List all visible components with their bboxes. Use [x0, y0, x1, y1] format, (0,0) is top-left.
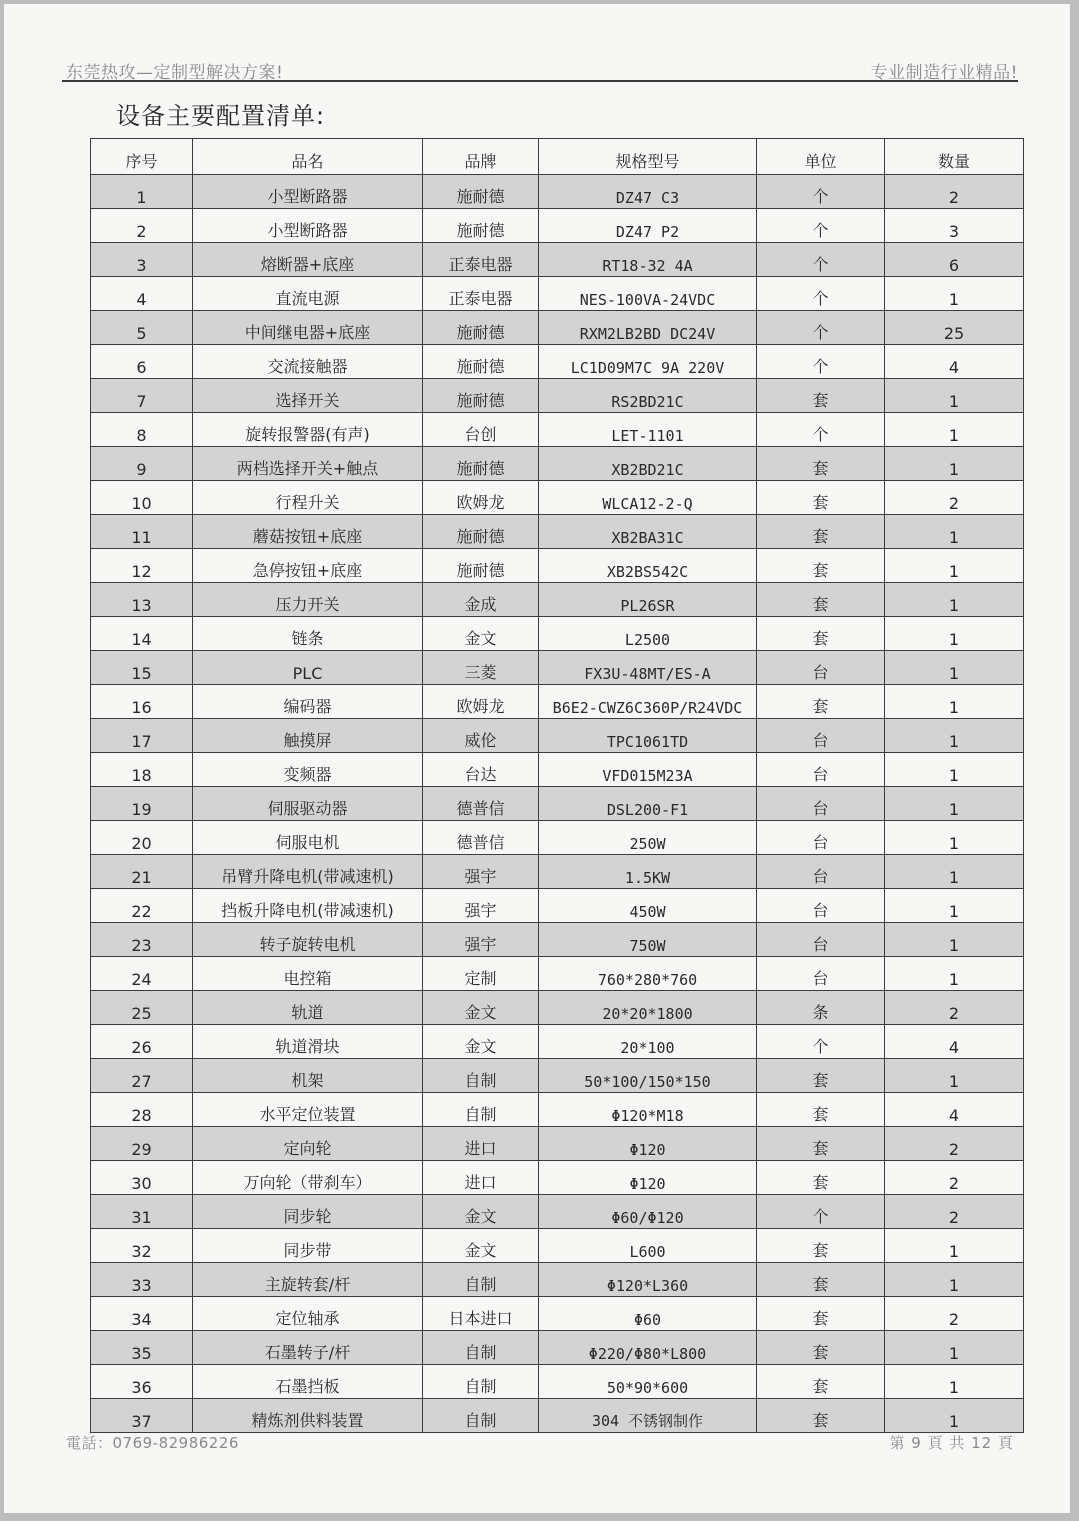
- table-row: [91, 719, 1024, 753]
- cell-unit: 套: [757, 1399, 885, 1433]
- table-row: [91, 583, 1024, 617]
- cell-unit: 套: [757, 1297, 885, 1331]
- cell-model: VFD015M23A: [539, 753, 757, 787]
- table-row: [91, 549, 1024, 583]
- cell-quantity: 2: [885, 1127, 1024, 1161]
- cell-quantity: 1: [885, 651, 1024, 685]
- cell-model: NES-100VA-24VDC: [539, 277, 757, 311]
- table-row: [91, 1127, 1024, 1161]
- cell-unit: 个: [757, 1025, 885, 1059]
- cell-name: 主旋转套/杆: [193, 1263, 423, 1297]
- cell-index: 22: [91, 889, 193, 923]
- cell-name: 同步轮: [193, 1195, 423, 1229]
- cell-brand: 金文: [423, 1025, 539, 1059]
- table-row: [91, 651, 1024, 685]
- cell-unit: 套: [757, 1127, 885, 1161]
- table-row: [91, 685, 1024, 719]
- cell-unit: 套: [757, 1365, 885, 1399]
- cell-unit: 个: [757, 311, 885, 345]
- cell-index: 11: [91, 515, 193, 549]
- column-header-brand: 品牌: [423, 139, 539, 175]
- cell-index: 10: [91, 481, 193, 515]
- cell-quantity: 3: [885, 209, 1024, 243]
- cell-quantity: 2: [885, 1161, 1024, 1195]
- cell-brand: 正泰电器: [423, 277, 539, 311]
- cell-brand: 日本进口: [423, 1297, 539, 1331]
- cell-brand: 德普信: [423, 821, 539, 855]
- cell-index: 27: [91, 1059, 193, 1093]
- cell-index: 24: [91, 957, 193, 991]
- cell-name: 石墨转子/杆: [193, 1331, 423, 1365]
- cell-index: 25: [91, 991, 193, 1025]
- cell-model: Φ60/Φ120: [539, 1195, 757, 1229]
- cell-quantity: 1: [885, 753, 1024, 787]
- cell-brand: 进口: [423, 1161, 539, 1195]
- cell-model: B6E2-CWZ6C360P/R24VDC: [539, 685, 757, 719]
- cell-model: Φ120: [539, 1127, 757, 1161]
- cell-model: TPC1061TD: [539, 719, 757, 753]
- cell-quantity: 1: [885, 1365, 1024, 1399]
- cell-quantity: 25: [885, 311, 1024, 345]
- table-row: [91, 991, 1024, 1025]
- cell-quantity: 1: [885, 1059, 1024, 1093]
- cell-index: 32: [91, 1229, 193, 1263]
- cell-unit: 套: [757, 549, 885, 583]
- cell-unit: 个: [757, 175, 885, 209]
- cell-index: 18: [91, 753, 193, 787]
- cell-index: 12: [91, 549, 193, 583]
- cell-quantity: 2: [885, 1297, 1024, 1331]
- cell-brand: 施耐德: [423, 345, 539, 379]
- table-row: [91, 447, 1024, 481]
- table-row: [91, 1263, 1024, 1297]
- table-row: [91, 243, 1024, 277]
- table-row: [91, 481, 1024, 515]
- cell-name: 编码器: [193, 685, 423, 719]
- cell-brand: 施耐德: [423, 379, 539, 413]
- cell-quantity: 1: [885, 447, 1024, 481]
- cell-name: 伺服驱动器: [193, 787, 423, 821]
- cell-name: 选择开关: [193, 379, 423, 413]
- cell-brand: 施耐德: [423, 447, 539, 481]
- cell-quantity: 1: [885, 1399, 1024, 1433]
- cell-model: XB2BA31C: [539, 515, 757, 549]
- cell-brand: 自制: [423, 1059, 539, 1093]
- cell-index: 29: [91, 1127, 193, 1161]
- cell-name: 熔断器+底座: [193, 243, 423, 277]
- cell-model: Φ120: [539, 1161, 757, 1195]
- table-row: [91, 379, 1024, 413]
- cell-index: 35: [91, 1331, 193, 1365]
- cell-index: 23: [91, 923, 193, 957]
- cell-unit: 个: [757, 413, 885, 447]
- table-row: [91, 1093, 1024, 1127]
- table-row: [91, 1365, 1024, 1399]
- cell-quantity: 1: [885, 583, 1024, 617]
- cell-name: 链条: [193, 617, 423, 651]
- table-row: [91, 1399, 1024, 1433]
- cell-model: LET-1101: [539, 413, 757, 447]
- cell-name: 电控箱: [193, 957, 423, 991]
- table-row: [91, 1195, 1024, 1229]
- cell-unit: 台: [757, 889, 885, 923]
- cell-quantity: 1: [885, 855, 1024, 889]
- footer-page-number: 第 9 頁 共 12 頁: [889, 1434, 1014, 1452]
- cell-quantity: 1: [885, 549, 1024, 583]
- cell-unit: 套: [757, 1093, 885, 1127]
- cell-quantity: 2: [885, 991, 1024, 1025]
- table-row: [91, 1025, 1024, 1059]
- cell-index: 15: [91, 651, 193, 685]
- cell-brand: 自制: [423, 1093, 539, 1127]
- cell-unit: 台: [757, 753, 885, 787]
- cell-name: 挡板升降电机(带减速机): [193, 889, 423, 923]
- cell-index: 20: [91, 821, 193, 855]
- cell-model: 20*100: [539, 1025, 757, 1059]
- cell-unit: 个: [757, 1195, 885, 1229]
- cell-index: 4: [91, 277, 193, 311]
- cell-index: 28: [91, 1093, 193, 1127]
- cell-name: PLC: [193, 651, 423, 685]
- cell-quantity: 1: [885, 617, 1024, 651]
- cell-name: 小型断路器: [193, 175, 423, 209]
- cell-model: Φ120*M18: [539, 1093, 757, 1127]
- column-header-model: 规格型号: [539, 139, 757, 175]
- cell-name: 行程升关: [193, 481, 423, 515]
- cell-index: 19: [91, 787, 193, 821]
- cell-index: 13: [91, 583, 193, 617]
- cell-brand: 强宇: [423, 855, 539, 889]
- cell-model: 50*100/150*150: [539, 1059, 757, 1093]
- cell-name: 中间继电器+底座: [193, 311, 423, 345]
- cell-name: 直流电源: [193, 277, 423, 311]
- cell-name: 旋转报警器(有声): [193, 413, 423, 447]
- cell-model: XB2BD21C: [539, 447, 757, 481]
- cell-unit: 个: [757, 209, 885, 243]
- cell-unit: 套: [757, 1229, 885, 1263]
- cell-model: L600: [539, 1229, 757, 1263]
- cell-brand: 施耐德: [423, 209, 539, 243]
- table-row: [91, 787, 1024, 821]
- cell-quantity: 1: [885, 379, 1024, 413]
- cell-brand: 强宇: [423, 889, 539, 923]
- cell-index: 14: [91, 617, 193, 651]
- cell-name: 压力开关: [193, 583, 423, 617]
- cell-unit: 套: [757, 379, 885, 413]
- column-header-name: 品名: [193, 139, 423, 175]
- cell-unit: 台: [757, 855, 885, 889]
- cell-name: 石墨挡板: [193, 1365, 423, 1399]
- cell-name: 蘑菇按钮+底座: [193, 515, 423, 549]
- cell-quantity: 4: [885, 1093, 1024, 1127]
- cell-model: LC1D09M7C 9A 220V: [539, 345, 757, 379]
- cell-name: 精炼剂供料装置: [193, 1399, 423, 1433]
- cell-quantity: 1: [885, 515, 1024, 549]
- table-body: [91, 175, 1024, 1433]
- header-slogan-right: 专业制造行业精品!: [870, 63, 1018, 83]
- cell-quantity: 2: [885, 1195, 1024, 1229]
- cell-quantity: 1: [885, 787, 1024, 821]
- cell-brand: 施耐德: [423, 515, 539, 549]
- cell-unit: 套: [757, 1331, 885, 1365]
- cell-model: RS2BD21C: [539, 379, 757, 413]
- cell-quantity: 4: [885, 345, 1024, 379]
- cell-unit: 台: [757, 957, 885, 991]
- cell-name: 水平定位装置: [193, 1093, 423, 1127]
- header-slogan-left: 东莞热攻—定制型解决方案!: [66, 63, 284, 83]
- cell-index: 3: [91, 243, 193, 277]
- cell-brand: 金文: [423, 991, 539, 1025]
- cell-unit: 套: [757, 515, 885, 549]
- cell-quantity: 1: [885, 957, 1024, 991]
- cell-model: Φ60: [539, 1297, 757, 1331]
- equipment-config-table: [90, 138, 1024, 1433]
- cell-name: 转子旋转电机: [193, 923, 423, 957]
- cell-name: 轨道: [193, 991, 423, 1025]
- table-row: [91, 515, 1024, 549]
- cell-index: 21: [91, 855, 193, 889]
- cell-unit: 台: [757, 923, 885, 957]
- table-row: [91, 1161, 1024, 1195]
- cell-name: 小型断路器: [193, 209, 423, 243]
- cell-name: 吊臂升降电机(带减速机): [193, 855, 423, 889]
- cell-quantity: 1: [885, 685, 1024, 719]
- cell-index: 37: [91, 1399, 193, 1433]
- cell-model: XB2BS542C: [539, 549, 757, 583]
- cell-quantity: 1: [885, 1263, 1024, 1297]
- cell-model: RXM2LB2BD DC24V: [539, 311, 757, 345]
- cell-model: 250W: [539, 821, 757, 855]
- cell-name: 伺服电机: [193, 821, 423, 855]
- cell-model: 304 不锈钢制作: [539, 1399, 757, 1433]
- cell-model: FX3U-48MT/ES-A: [539, 651, 757, 685]
- cell-index: 16: [91, 685, 193, 719]
- cell-brand: 进口: [423, 1127, 539, 1161]
- cell-brand: 定制: [423, 957, 539, 991]
- cell-model: WLCA12-2-Q: [539, 481, 757, 515]
- cell-unit: 条: [757, 991, 885, 1025]
- cell-index: 8: [91, 413, 193, 447]
- cell-brand: 金文: [423, 1195, 539, 1229]
- table-row: [91, 753, 1024, 787]
- table-row: [91, 1229, 1024, 1263]
- cell-model: RT18-32 4A: [539, 243, 757, 277]
- cell-brand: 自制: [423, 1331, 539, 1365]
- table-row: [91, 413, 1024, 447]
- cell-name: 轨道滑块: [193, 1025, 423, 1059]
- cell-model: DSL200-F1: [539, 787, 757, 821]
- cell-brand: 威伦: [423, 719, 539, 753]
- cell-quantity: 4: [885, 1025, 1024, 1059]
- footer-phone: 電話：0769-82986226: [66, 1434, 239, 1452]
- cell-unit: 台: [757, 821, 885, 855]
- table-row: [91, 277, 1024, 311]
- cell-unit: 台: [757, 787, 885, 821]
- table-row: [91, 923, 1024, 957]
- cell-quantity: 1: [885, 277, 1024, 311]
- cell-quantity: 6: [885, 243, 1024, 277]
- cell-unit: 套: [757, 685, 885, 719]
- cell-brand: 台创: [423, 413, 539, 447]
- table-header-row: [91, 139, 1024, 175]
- cell-name: 定向轮: [193, 1127, 423, 1161]
- cell-name: 机架: [193, 1059, 423, 1093]
- cell-index: 34: [91, 1297, 193, 1331]
- cell-brand: 自制: [423, 1263, 539, 1297]
- cell-unit: 套: [757, 481, 885, 515]
- cell-name: 变频器: [193, 753, 423, 787]
- cell-model: 1.5KW: [539, 855, 757, 889]
- table-row: [91, 1059, 1024, 1093]
- cell-brand: 自制: [423, 1399, 539, 1433]
- cell-unit: 套: [757, 1161, 885, 1195]
- cell-brand: 强宇: [423, 923, 539, 957]
- cell-index: 2: [91, 209, 193, 243]
- cell-index: 30: [91, 1161, 193, 1195]
- cell-name: 同步带: [193, 1229, 423, 1263]
- cell-unit: 套: [757, 617, 885, 651]
- cell-unit: 个: [757, 345, 885, 379]
- cell-model: 50*90*600: [539, 1365, 757, 1399]
- column-header-index: 序号: [91, 139, 193, 175]
- table-row: [91, 957, 1024, 991]
- table-row: [91, 821, 1024, 855]
- cell-name: 急停按钮+底座: [193, 549, 423, 583]
- cell-quantity: 2: [885, 481, 1024, 515]
- cell-index: 6: [91, 345, 193, 379]
- table-row: [91, 617, 1024, 651]
- table-row: [91, 1331, 1024, 1365]
- cell-index: 1: [91, 175, 193, 209]
- cell-index: 31: [91, 1195, 193, 1229]
- document-page: [4, 4, 1070, 1513]
- cell-index: 33: [91, 1263, 193, 1297]
- cell-quantity: 1: [885, 889, 1024, 923]
- table-row: [91, 209, 1024, 243]
- cell-unit: 台: [757, 719, 885, 753]
- cell-model: DZ47 C3: [539, 175, 757, 209]
- cell-brand: 三菱: [423, 651, 539, 685]
- cell-index: 5: [91, 311, 193, 345]
- cell-model: PL26SR: [539, 583, 757, 617]
- cell-quantity: 1: [885, 1229, 1024, 1263]
- table-row: [91, 311, 1024, 345]
- table-row: [91, 855, 1024, 889]
- page-title: 设备主要配置清单:: [116, 102, 326, 130]
- table-row: [91, 175, 1024, 209]
- cell-unit: 个: [757, 243, 885, 277]
- cell-unit: 套: [757, 583, 885, 617]
- cell-brand: 自制: [423, 1365, 539, 1399]
- cell-brand: 台达: [423, 753, 539, 787]
- cell-index: 36: [91, 1365, 193, 1399]
- cell-quantity: 1: [885, 413, 1024, 447]
- column-header-quantity: 数量: [885, 139, 1024, 175]
- cell-model: 450W: [539, 889, 757, 923]
- cell-model: 760*280*760: [539, 957, 757, 991]
- cell-quantity: 1: [885, 923, 1024, 957]
- cell-brand: 金文: [423, 1229, 539, 1263]
- table-row: [91, 1297, 1024, 1331]
- cell-quantity: 1: [885, 821, 1024, 855]
- cell-brand: 正泰电器: [423, 243, 539, 277]
- cell-brand: 施耐德: [423, 549, 539, 583]
- cell-brand: 金文: [423, 617, 539, 651]
- cell-name: 万向轮（带刹车）: [193, 1161, 423, 1195]
- cell-brand: 施耐德: [423, 175, 539, 209]
- table-row: [91, 889, 1024, 923]
- cell-brand: 金成: [423, 583, 539, 617]
- cell-name: 交流接触器: [193, 345, 423, 379]
- cell-index: 17: [91, 719, 193, 753]
- cell-model: 20*20*1800: [539, 991, 757, 1025]
- cell-brand: 德普信: [423, 787, 539, 821]
- cell-index: 26: [91, 1025, 193, 1059]
- table-row: [91, 345, 1024, 379]
- cell-name: 两档选择开关+触点: [193, 447, 423, 481]
- cell-brand: 欧姆龙: [423, 685, 539, 719]
- cell-quantity: 2: [885, 175, 1024, 209]
- cell-model: DZ47 P2: [539, 209, 757, 243]
- cell-unit: 套: [757, 1059, 885, 1093]
- cell-index: 7: [91, 379, 193, 413]
- cell-unit: 个: [757, 277, 885, 311]
- cell-quantity: 1: [885, 1331, 1024, 1365]
- cell-model: Φ220/Φ80*L800: [539, 1331, 757, 1365]
- cell-brand: 施耐德: [423, 311, 539, 345]
- header-divider: [62, 80, 1018, 82]
- cell-unit: 套: [757, 447, 885, 481]
- cell-model: L2500: [539, 617, 757, 651]
- cell-index: 9: [91, 447, 193, 481]
- cell-unit: 台: [757, 651, 885, 685]
- cell-name: 定位轴承: [193, 1297, 423, 1331]
- cell-name: 触摸屏: [193, 719, 423, 753]
- column-header-unit: 单位: [757, 139, 885, 175]
- cell-model: Φ120*L360: [539, 1263, 757, 1297]
- cell-brand: 欧姆龙: [423, 481, 539, 515]
- cell-unit: 套: [757, 1263, 885, 1297]
- cell-model: 750W: [539, 923, 757, 957]
- cell-quantity: 1: [885, 719, 1024, 753]
